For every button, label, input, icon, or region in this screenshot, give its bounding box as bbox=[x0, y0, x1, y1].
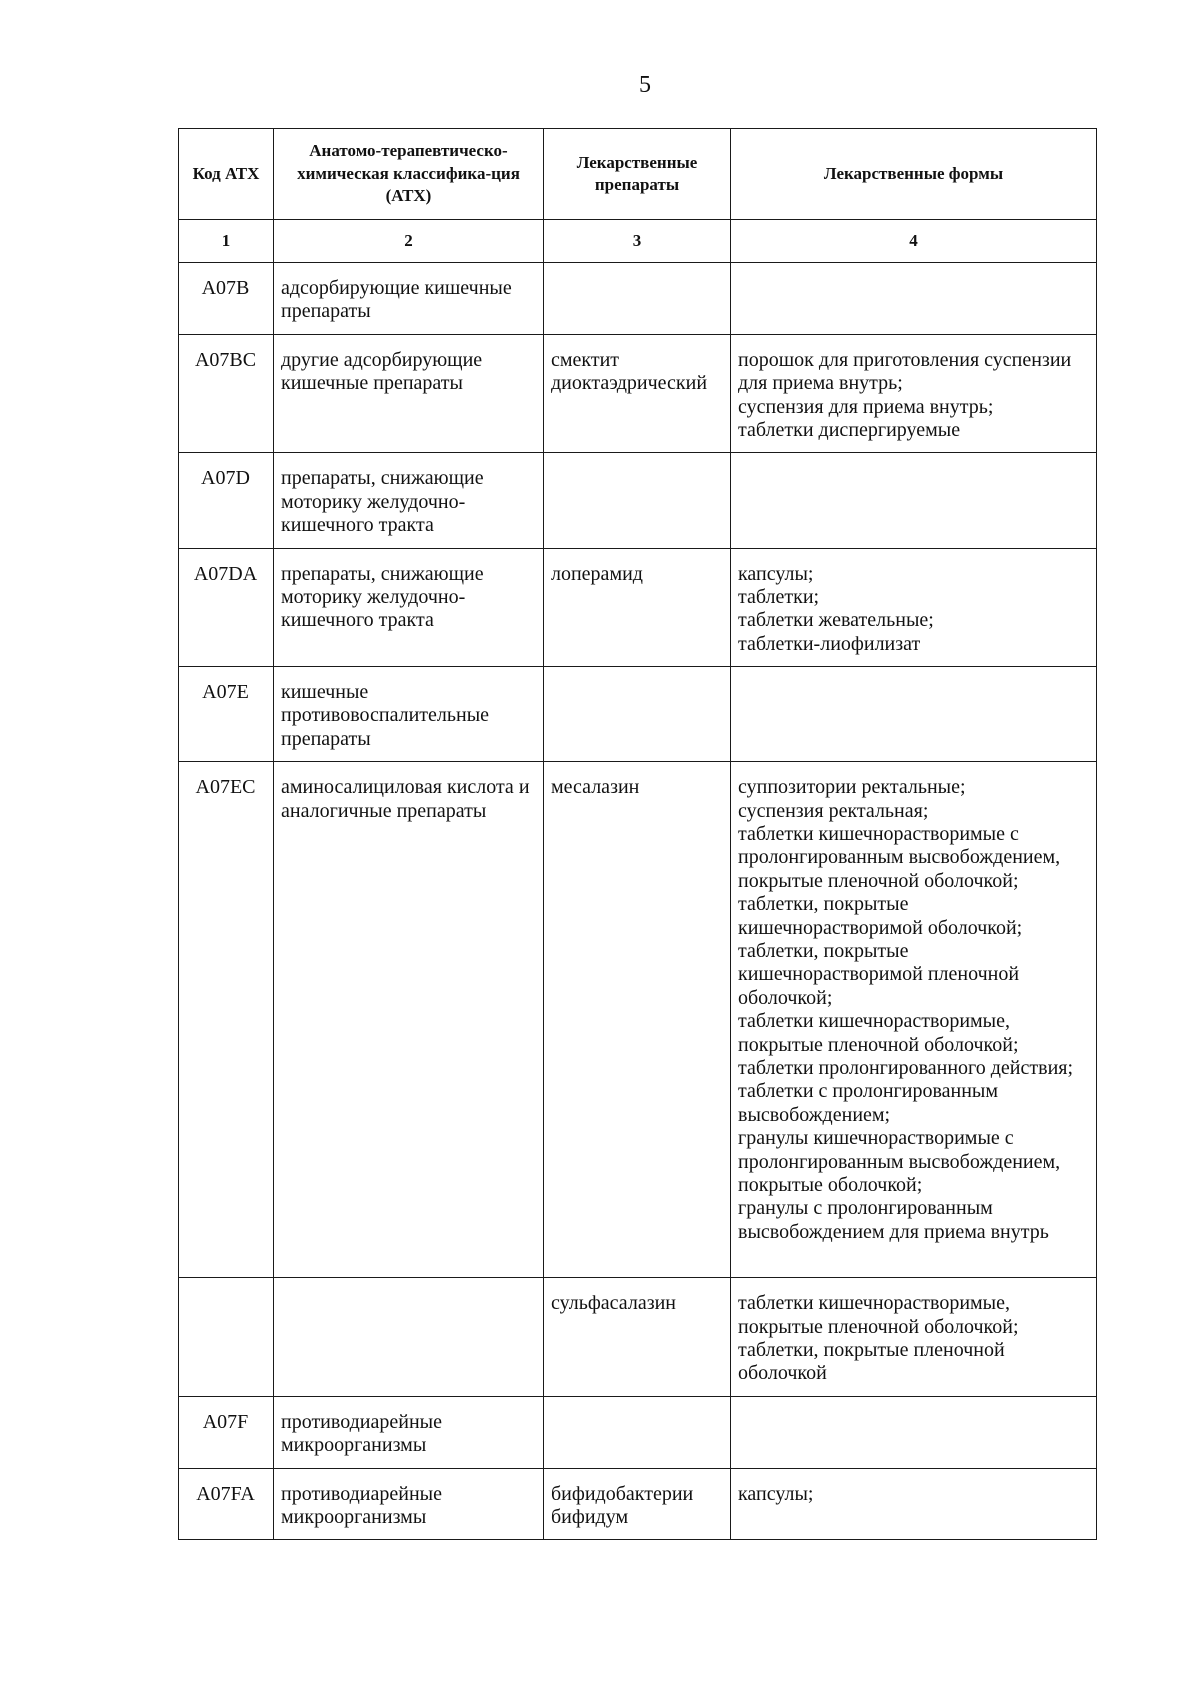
classification-cell: противодиарейные микроорганизмы bbox=[274, 1468, 544, 1540]
table-row bbox=[179, 667, 1097, 762]
table-row bbox=[179, 1468, 1097, 1540]
dosage-form-item: таблетки-лиофилизат bbox=[738, 632, 921, 655]
dosage-form-item: таблетки жевательные; bbox=[738, 609, 934, 632]
classification-cell: адсорбирующие кишечные препараты bbox=[274, 263, 544, 335]
dosage-forms-cell bbox=[731, 1468, 1097, 1540]
dosage-form-item: таблетки, покрытые кишечнорастворимой оболочкой; bbox=[738, 893, 1023, 939]
dosage-form-item: таблетки, покрытые пленочной оболочкой bbox=[738, 1339, 1005, 1385]
table-header-row bbox=[179, 129, 1097, 220]
dosage-form-item: таблетки, покрытые кишечнорастворимой пленочной оболочкой; bbox=[738, 939, 1020, 1009]
atc-code-cell: A07E bbox=[179, 667, 274, 762]
table-row bbox=[179, 762, 1097, 1278]
atc-code-cell: A07D bbox=[179, 453, 274, 548]
drug-cell: месалазин bbox=[544, 762, 731, 1278]
dosage-form-item: порошок для приготовления суспензии для приема внутрь; bbox=[738, 348, 1072, 395]
dosage-form-item: гранулы с пролонгированным высвобождением для приема внутрь bbox=[738, 1197, 1049, 1243]
drug-cell: сульфасалазин bbox=[544, 1278, 731, 1397]
column-number: 3 bbox=[544, 220, 731, 263]
classification-cell: препараты, снижающие моторику желудочно-кишечного тракта bbox=[274, 453, 544, 548]
dosage-form-item: суспензия ректальная; bbox=[738, 799, 929, 822]
dosage-form-item: таблетки пролонгированного действия; bbox=[738, 1056, 1074, 1079]
table-row bbox=[179, 334, 1097, 453]
dosage-form-item: таблетки кишечнорастворимые, покрытые пленочной оболочкой; bbox=[738, 1292, 1019, 1338]
table-row bbox=[179, 263, 1097, 335]
dosage-forms-cell bbox=[731, 548, 1097, 667]
classification-cell: кишечные противовоспалительные препараты bbox=[274, 667, 544, 762]
dosage-form-item: таблетки кишечнорастворимые с пролонгированным высвобождением, покрытые пленочной оболочкой; bbox=[738, 823, 1061, 892]
drug-cell: смектит диоктаэдрический bbox=[544, 334, 731, 453]
dosage-form-item: капсулы; bbox=[738, 1482, 814, 1505]
classification-cell: другие адсорбирующие кишечные препараты bbox=[274, 334, 544, 453]
classification-cell: противодиарейные микроорганизмы bbox=[274, 1396, 544, 1468]
column-number-row bbox=[179, 220, 1097, 263]
dosage-forms-cell bbox=[731, 453, 1097, 548]
dosage-forms-cell bbox=[731, 1396, 1097, 1468]
atc-code-cell: A07F bbox=[179, 1396, 274, 1468]
dosage-forms-cell bbox=[731, 1278, 1097, 1397]
table-row bbox=[179, 1278, 1097, 1397]
dosage-form-item: таблетки; bbox=[738, 585, 820, 608]
atc-code-cell: A07B bbox=[179, 263, 274, 335]
dosage-form-item: суспензия для приема внутрь; bbox=[738, 395, 994, 418]
page-number: 5 bbox=[639, 72, 651, 98]
header-atc-code: Код АТХ bbox=[179, 129, 274, 220]
drug-cell bbox=[544, 453, 731, 548]
atc-code-cell: A07EC bbox=[179, 762, 274, 1278]
drug-cell bbox=[544, 1396, 731, 1468]
column-number: 4 bbox=[731, 220, 1097, 263]
table-row bbox=[179, 548, 1097, 667]
dosage-forms-cell bbox=[731, 334, 1097, 453]
dosage-forms-cell bbox=[731, 667, 1097, 762]
dosage-form-item: таблетки кишечнорастворимые, покрытые пленочной оболочкой; bbox=[738, 1010, 1019, 1056]
drug-cell bbox=[544, 667, 731, 762]
dosage-form-item: суппозитории ректальные; bbox=[738, 776, 966, 799]
drug-cell bbox=[544, 263, 731, 335]
classification-cell bbox=[274, 1278, 544, 1397]
atc-table bbox=[178, 128, 1097, 1540]
dosage-form-item: гранулы кишечнорастворимые с пролонгированным высвобождением, покрытые оболочкой; bbox=[738, 1127, 1061, 1196]
atc-code-cell: A07DA bbox=[179, 548, 274, 667]
column-number: 1 bbox=[179, 220, 274, 263]
atc-code-cell: A07FA bbox=[179, 1468, 274, 1540]
dosage-forms-cell bbox=[731, 263, 1097, 335]
dosage-form-item: таблетки диспергируемые bbox=[738, 418, 961, 441]
dosage-form-item: таблетки с пролонгированным высвобождением; bbox=[738, 1080, 999, 1126]
classification-cell: препараты, снижающие моторику желудочно-кишечного тракта bbox=[274, 548, 544, 667]
drug-cell: бифидобактерии бифидум bbox=[544, 1468, 731, 1540]
header-dosage-forms: Лекарственные формы bbox=[731, 129, 1097, 220]
drug-cell: лоперамид bbox=[544, 548, 731, 667]
column-number: 2 bbox=[274, 220, 544, 263]
dosage-forms-cell bbox=[731, 762, 1097, 1278]
atc-code-cell bbox=[179, 1278, 274, 1397]
classification-cell: аминосалициловая кислота и аналогичные препараты bbox=[274, 762, 544, 1278]
header-atc-classification: Анатомо-терапевтическо-химическая классифика-ция (АТХ) bbox=[274, 129, 544, 220]
table-row bbox=[179, 1396, 1097, 1468]
table-body bbox=[179, 263, 1097, 1540]
dosage-form-item: капсулы; bbox=[738, 562, 814, 585]
atc-code-cell: A07BC bbox=[179, 334, 274, 453]
table-row bbox=[179, 453, 1097, 548]
header-drugs: Лекарственные препараты bbox=[544, 129, 731, 220]
